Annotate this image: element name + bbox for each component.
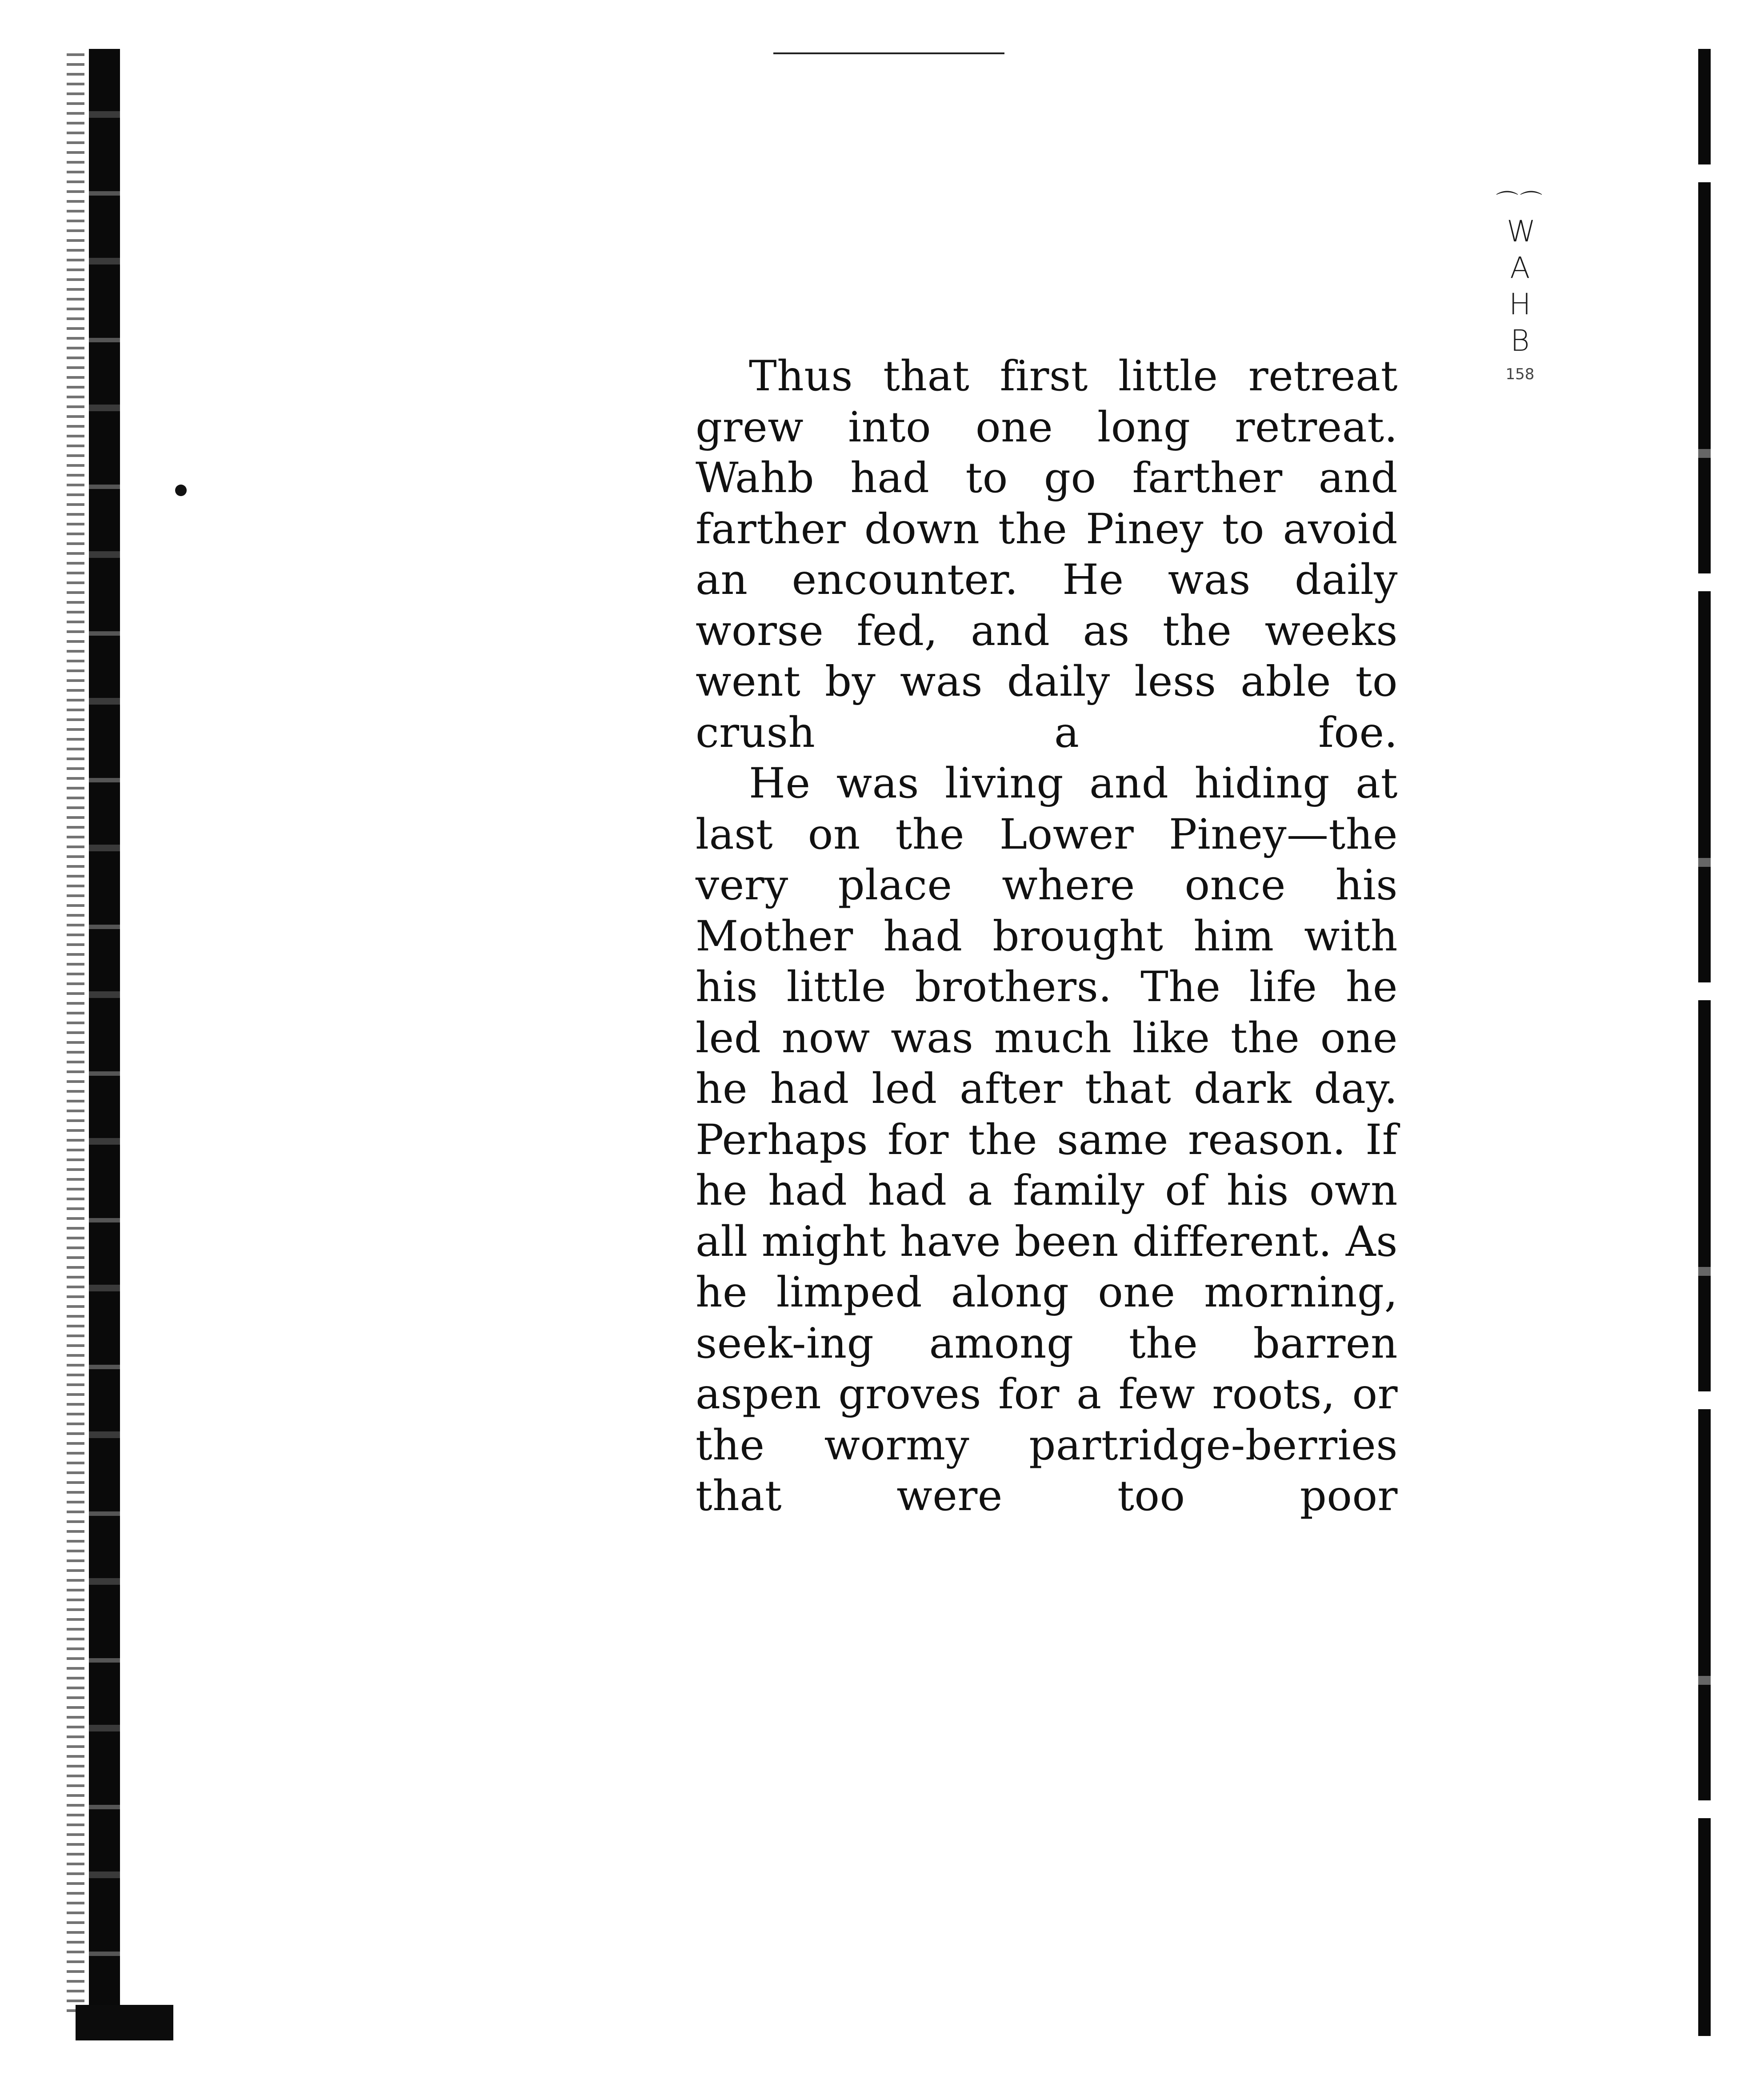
body-text [696, 351, 1398, 1522]
top-rule [773, 52, 1004, 54]
paragraph-1: Thus that first little retreat grew into one long retreat. Wahb had to go farther and farther down the Piney to avoid an encounter. He was daily worse fed, and as the weeks went by was daily less able to crush a foe. [696, 352, 1398, 757]
left-binding-edge [89, 49, 120, 2027]
running-head-title: WAHB [1507, 214, 1536, 358]
crown-ornament-icon: ⌒⌒ [1496, 189, 1544, 215]
page-number: 158 [1505, 365, 1535, 383]
paragraph-2: He was living and hiding at last on the Lower Piney—the very place where once his Mother had brought him with his little brothers. The life he led now was much like the one he had led after that dark day. Perhaps for the same reason. If he had had a family of his own all might have been different. As he limped along one morning, seek-ing among the barren aspen groves for a few roots, or the wormy partridge-berries that were too poor [696, 759, 1398, 1520]
running-head [1493, 191, 1547, 383]
left-binding-foot [76, 2005, 173, 2040]
left-binding-speckle [67, 53, 84, 2018]
stray-ink-dot [175, 485, 187, 496]
right-binding-edge [1698, 49, 1711, 2036]
